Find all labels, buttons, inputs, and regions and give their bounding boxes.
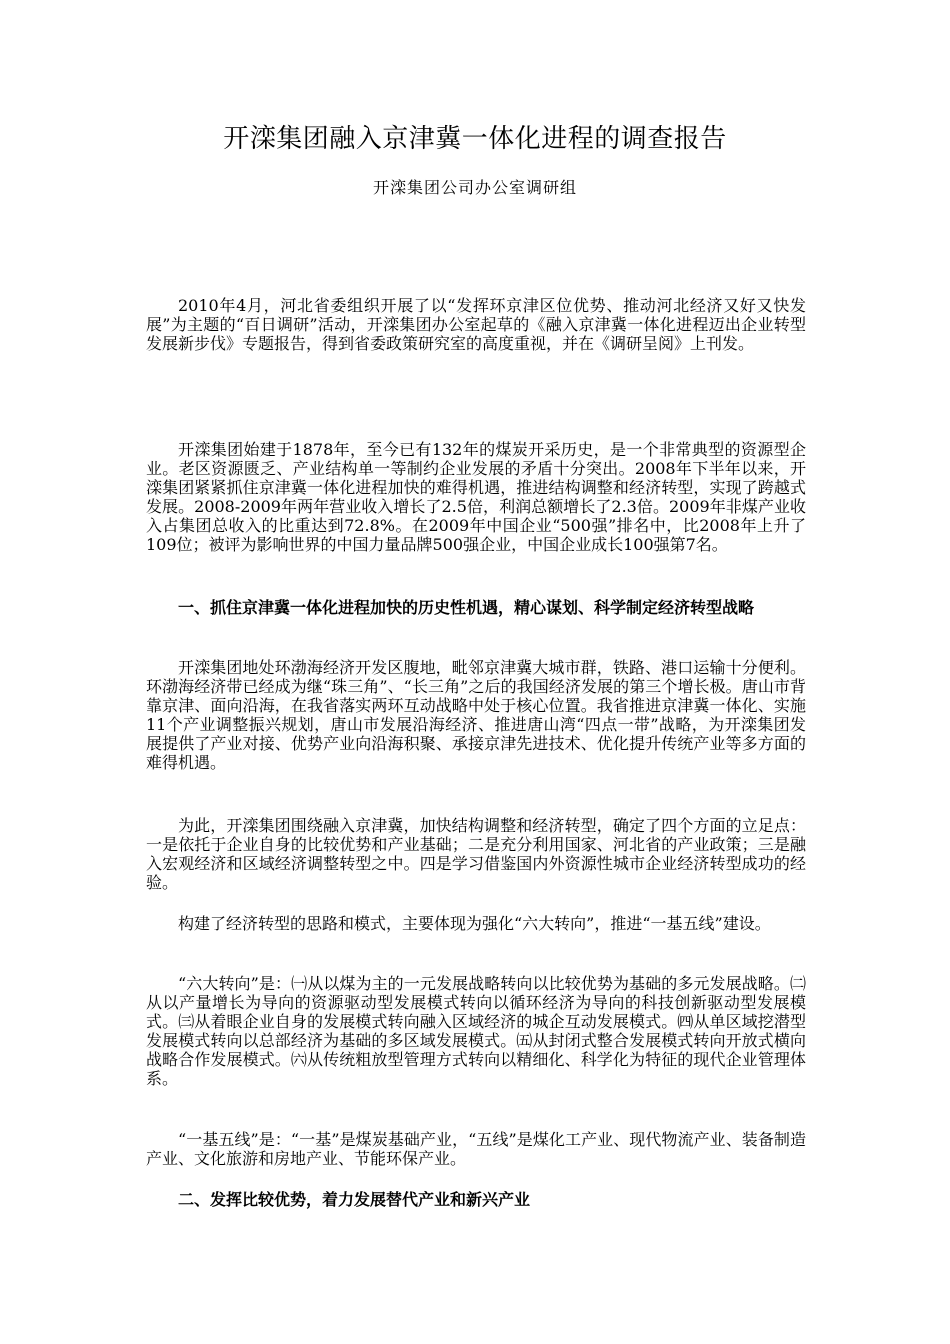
section-heading-2: 二、发挥比较优势，着力发展替代产业和新兴产业 — [178, 1190, 531, 1209]
paragraph-four-points: 为此，开滦集团围绕融入京津冀，加快结构调整和经济转型，确定了四个方面的立足点：一是依托于企业自身的比较优势和产业基础；二是充分利用国家、河北省的产业政策；三是融入宏观经济和区域经济调整转型之中。四是学习借鉴国内外资源性城市企业经济转型成功的经验。 — [146, 816, 806, 892]
paragraph-six-shifts: “六大转向”是：㈠从以煤为主的一元发展战略转向以比较优势为基础的多元发展战略。㈡从以产量增长为导向的资源驱动型发展模式转向以循环经济为导向的科技创新驱动型发展模式。㈢从着眼企业自身的发展模式转向融入区域经济的城企互动发展模式。㈣从单区域挖潜型发展模式转向以总部经济为基础的多区域发展模式。㈤从封闭式整合发展模式转向开放式横向战略合作发展模式。㈥从传统粗放型管理方式转向以精细化、科学化为特征的现代企业管理体系。 — [146, 974, 806, 1088]
paragraph-one-base-five-lines: “一基五线”是：“一基”是煤炭基础产业，“五线”是煤化工产业、现代物流产业、装备制造产业、文化旅游和房地产业、节能环保产业。 — [146, 1130, 806, 1168]
paragraph-intro: 2010年4月，河北省委组织开展了以“发挥环京津区位优势、推动河北经济又好又快发展”为主题的“百日调研”活动，开滦集团办公室起草的《融入京津冀一体化进程迈出企业转型发展新步伐》专题报告，得到省委政策研究室的高度重视，并在《调研呈阅》上刊发。 — [146, 296, 806, 353]
document-author: 开滦集团公司办公室调研组 — [372, 178, 577, 197]
document-title: 开滦集团融入京津冀一体化进程的调查报告 — [223, 124, 727, 154]
paragraph-transformation-model: 构建了经济转型的思路和模式，主要体现为强化“六大转向”，推进“一基五线”建设。 — [178, 914, 771, 933]
paragraph-company-overview: 开滦集团始建于1878年，至今已有132年的煤炭开采历史，是一个非常典型的资源型企业。老区资源匮乏、产业结构单一等制约企业发展的矛盾十分突出。2008年下半年以来，开滦集团紧紧抓住京津冀一体化进程加快的难得机遇，推进结构调整和经济转型，实现了跨越式发展。2008-2009年两年营业收入增长了2.5倍，利润总额增长了2.3倍。2009年非煤产业收入占集团总收入的比重达到72.8%。在2009年中国企业“500强”排名中，比2008年上升了109位；被评为影响世界的中国力量品牌500强企业，中国企业成长100强第7名。 — [146, 440, 806, 554]
section-heading-1: 一、抓住京津冀一体化进程加快的历史性机遇，精心谋划、科学制定经济转型战略 — [178, 598, 755, 617]
paragraph-location: 开滦集团地处环渤海经济开发区腹地，毗邻京津冀大城市群，铁路、港口运输十分便利。环渤海经济带已经成为继“珠三角”、“长三角”之后的我国经济发展的第三个增长极。唐山市背靠京津、面向沿海，在我省落实两环互动战略中处于核心位置。我省推进京津冀一体化、实施11个产业调整振兴规划，唐山市发展沿海经济、推进唐山湾“四点一带”战略，为开滦集团发展提供了产业对接、优势产业向沿海积聚、承接京津先进技术、优化提升传统产业等多方面的难得机遇。 — [146, 658, 806, 772]
